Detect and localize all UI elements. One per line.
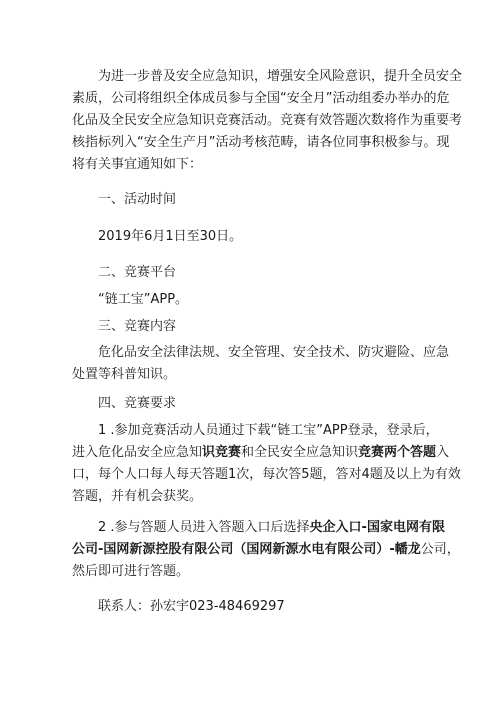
requirement-line: 口，每个人口每人每天答题1次，每次答5题，答对4题及以上为有效 [72,467,461,482]
text-run: 和全民安全应急知识 [241,445,359,460]
section-content: “链工宝”APP。 [98,292,189,307]
requirement-line [72,517,445,539]
intro-line: 将有关事宜通知如下： [72,157,203,172]
section-4-heading [72,393,432,415]
section-content: 2019年6月1日至30日。 [98,229,243,244]
contact-info [72,596,432,618]
section-3-heading [72,316,432,338]
section-heading: 三、竞赛内容 [98,319,177,334]
requirement-line: 然后即可进行答题。 [72,564,190,579]
section-1-content [72,226,432,248]
text-run: 2 .参与答题人员进入答题入口后选择 [98,520,310,535]
section-content-line: 处置等科普知识。 [72,367,177,382]
intro-line: 素质，公司将组织全体成员参与全国“安全月”活动组委办举办的危 [72,91,450,106]
section-1-heading [72,189,432,211]
section-content-line: 危化品安全法律法规、安全管理、安全技术、防灾避险、应急 [98,345,450,360]
intro-line: 化品及全民安全应急知识竞赛活动。竞赛有效答题次数将作为重要考 [72,113,463,128]
bold-run: 竞赛两个答题 [358,445,437,460]
bold-run: 识竞赛 [202,445,242,460]
requirement-line [72,539,460,561]
requirement-2 [72,517,460,583]
requirement-line: 答题，并有机会获奖。 [72,489,203,504]
section-heading: 二、竞赛平台 [98,265,177,280]
requirement-line [72,442,450,464]
requirement-1 [72,420,461,508]
section-heading: 一、活动时间 [98,192,177,207]
section-3-content [72,342,450,386]
text-run: 公司， [420,542,460,557]
intro-paragraph [72,66,463,176]
section-2-content [72,289,432,311]
intro-line: 核指标列入“安全生产月”活动考核范畴，请各位同事积极参与。现 [72,135,450,150]
text-run: 入 [436,445,450,460]
section-2-heading [72,262,432,284]
text-run: 进入危化品安全应急知 [72,445,203,460]
intro-line: 为进一步普及安全应急知识，增强安全风险意识，提升全员安全 [98,69,463,84]
bold-run: 央企入口-国家电网有限 [309,520,445,535]
contact-line: 联系人：孙宏宇023-48469297 [98,599,285,614]
requirement-line: 1 .参加竞赛活动人员通过下载“链工宝”APP登录，登录后， [98,423,439,438]
section-heading: 四、竞赛要求 [98,396,177,411]
bold-run: 公司-国网新源控股有限公司（国网新源水电有限公司）-幡龙 [72,542,421,557]
